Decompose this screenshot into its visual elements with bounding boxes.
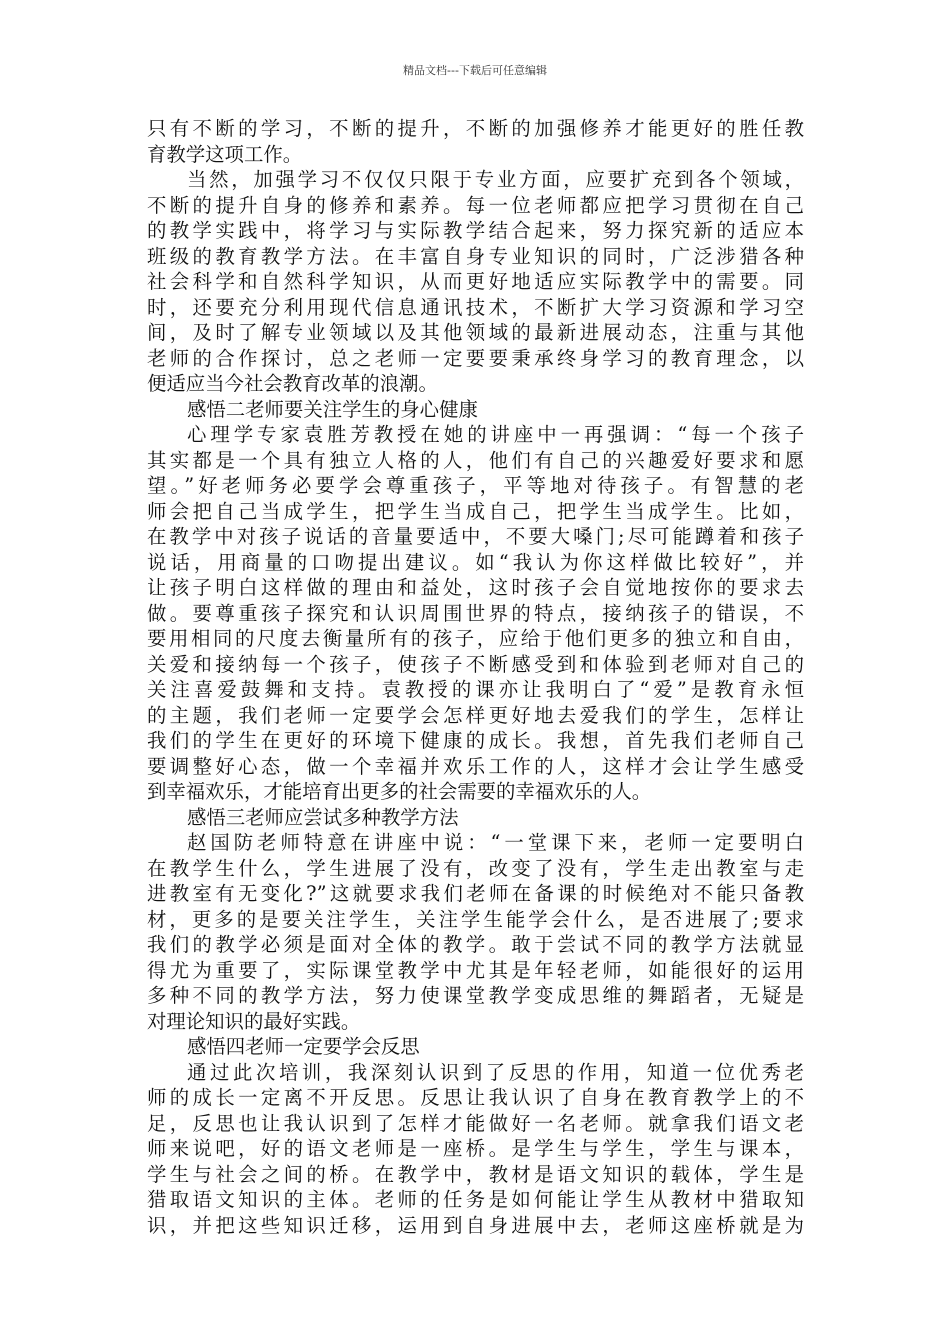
text-line: 老师的合作探讨，总之老师一定要要秉承终身学习的教育理念，以 [147, 346, 804, 370]
text-line: 进教室有无变化?”这就要求我们老师在备课的时候绝对不能只备教 [147, 882, 804, 905]
text-line: 的主题，我们老师一定要学会怎样更好地去爱我们的学生，怎样让 [147, 703, 804, 727]
text-line: 足，反思也让我认识到了怎样才能做好一名老师。就拿我们语文老 [147, 1111, 804, 1135]
text-line: 得尤为重要了，实际课堂教学中尤其是年轻老师，如能很好的运用 [147, 958, 804, 982]
text-line: 在教学中对孩子说话的音量要适中，不要大嗓门;尽可能蹲着和孩子 [147, 525, 804, 548]
text-line: 师会把自己当成学生，把学生当成自己，把学生当成学生。比如， [147, 499, 804, 523]
text-line: 到幸福欢乐，才能培育出更多的社会需要的幸福欢乐的人。 [147, 780, 652, 803]
text-line: 关爱和接纳每一个孩子，使孩子不断感受到和体验到老师对自己的 [147, 652, 804, 676]
text-line: 师的成长一定离不开反思。反思让我认识了自身在教育教学上的不 [147, 1086, 804, 1109]
text-line: 感悟四老师一定要学会反思 [187, 1035, 420, 1058]
text-line: 要用相同的尺度去衡量所有的孩子，应给于他们更多的独立和自由， [147, 627, 804, 650]
text-line: 学生与社会之间的桥。在教学中，教材是语文知识的载体，学生是 [147, 1162, 804, 1186]
text-line: 育教学这项工作。 [147, 142, 303, 166]
text-line: 说话，用商量的口吻提出建议。如“我认为你这样做比较好”，并 [147, 550, 804, 574]
text-line: 师来说吧，好的语文老师是一座桥。是学生与学生，学生与课本， [147, 1137, 804, 1160]
text-line: 班级的教育教学方法。在丰富自身专业知识的同时，广泛涉猎各种 [147, 244, 804, 268]
text-line: 感悟三老师应尝试多种教学方法 [187, 805, 459, 829]
text-line: 当然，加强学习不仅仅只限于专业方面，应要扩充到各个领域， [187, 168, 804, 191]
text-line: 不断的提升自身的修养和素养。每一位老师都应把学习贯彻在自己 [147, 193, 804, 217]
text-line: 心理学专家袁胜芳教授在她的讲座中一再强调：“每一个孩子 [187, 423, 804, 446]
text-line: 识，并把这些知识迁移，运用到自身进展中去，老师这座桥就是为 [147, 1213, 804, 1237]
text-line: 时，还要充分利用现代信息通讯技术，不断扩大学习资源和学习空 [147, 295, 804, 319]
text-line: 的教学实践中，将学习与实际教学结合起来，努力探究新的适应本 [147, 219, 804, 242]
text-line: 社会科学和自然科学知识，从而更好地适应实际教学中的需要。同 [147, 270, 804, 293]
text-line: 感悟二老师要关注学生的身心健康 [187, 397, 478, 421]
text-line: 做。要尊重孩子探究和认识周围世界的特点，接纳孩子的错误，不 [147, 601, 804, 625]
text-line: 赵国防老师特意在讲座中说：“一堂课下来，老师一定要明白 [187, 831, 804, 854]
text-line: 望。”好老师务必要学会尊重孩子，平等地对待孩子。有智慧的老 [147, 474, 804, 497]
text-line: 我们的学生在更好的环境下健康的成长。我想，首先我们老师自己 [147, 729, 804, 752]
text-line: 材，更多的是要关注学生，关注学生能学会什么，是否进展了;要求 [147, 907, 804, 931]
text-line: 让孩子明白这样做的理由和益处，这时孩子会自觉地按你的要求去 [147, 576, 804, 599]
text-line: 在教学生什么，学生进展了没有，改变了没有，学生走出教室与走 [147, 856, 804, 880]
text-line: 关注喜爱鼓舞和支持。袁教授的课亦让我明白了“爱”是教育永恒 [147, 678, 804, 701]
text-line: 其实都是一个具有独立人格的人，他们有自己的兴趣爱好要求和愿 [147, 448, 804, 472]
text-line: 我们的教学必须是面对全体的教学。敢于尝试不同的教学方法就显 [147, 933, 804, 956]
text-line: 要调整好心态，做一个幸福并欢乐工作的人，这样才会让学生感受 [147, 754, 804, 778]
text-line: 便适应当今社会教育改革的浪潮。 [147, 372, 438, 395]
document-body [147, 116, 804, 1238]
page-header: 精品文档---下载后可任意编辑 [403, 64, 547, 77]
text-line: 对理论知识的最好实践。 [147, 1009, 361, 1033]
text-line: 多种不同的教学方法，努力使课堂教学变成思维的舞蹈者，无疑是 [147, 984, 804, 1007]
text-line: 间，及时了解专业领域以及其他领域的最新进展动态，注重与其他 [147, 321, 804, 344]
text-line: 通过此次培训，我深刻认识到了反思的作用，知道一位优秀老 [187, 1060, 804, 1084]
text-line: 只有不断的学习，不断的提升，不断的加强修养才能更好的胜任教 [147, 117, 804, 140]
text-line: 猎取语文知识的主体。老师的任务是如何能让学生从教材中猎取知 [147, 1188, 804, 1211]
